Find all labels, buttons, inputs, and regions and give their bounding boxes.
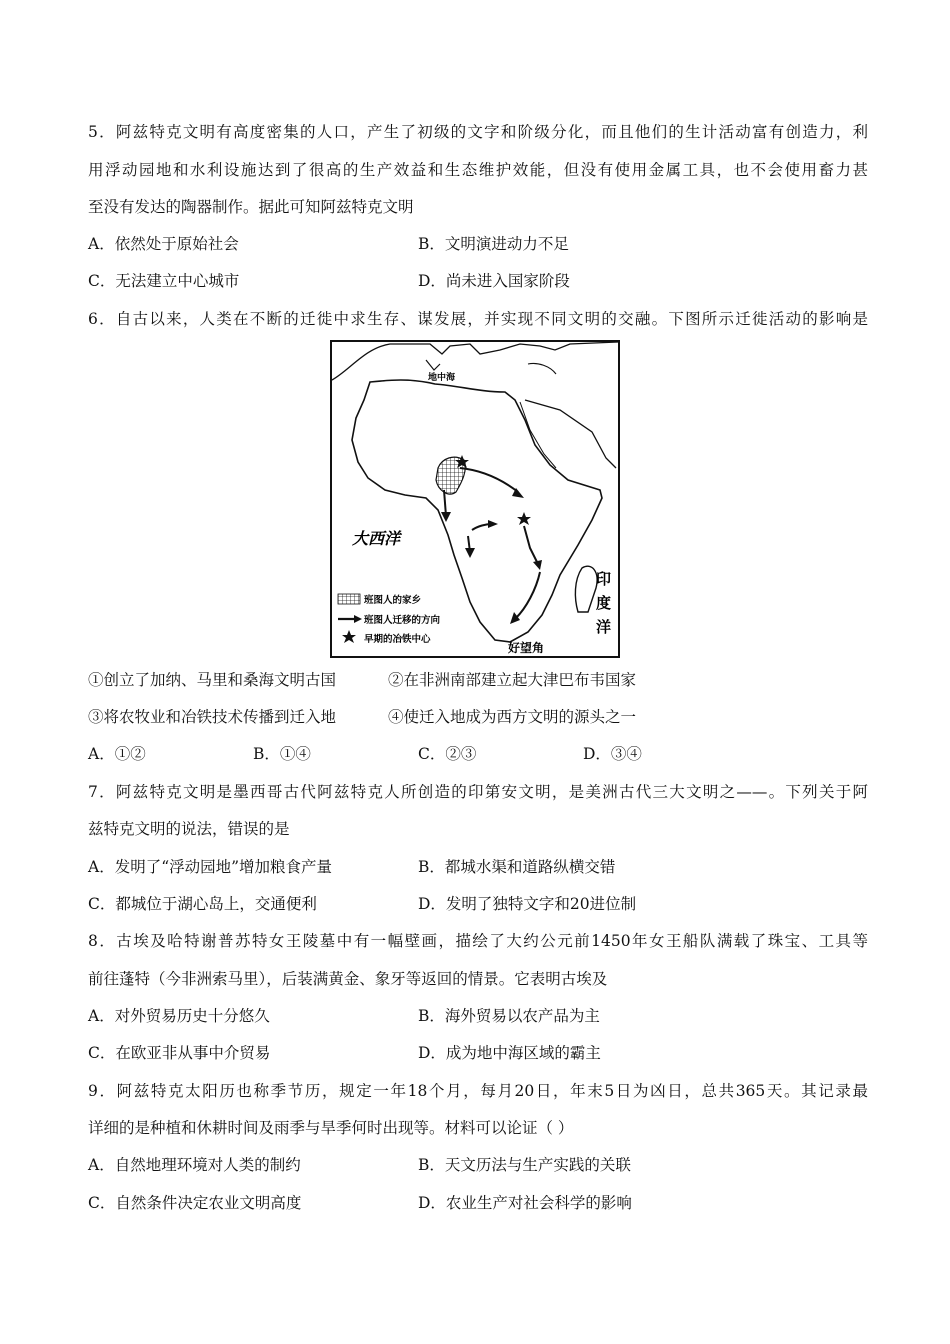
map-label-indian-3: 洋 — [596, 618, 612, 636]
map-label-mediterranean: 地中海 — [428, 373, 456, 383]
q5-stem-line-1: 5．阿兹特克文明有高度密集的人口，产生了初级的文字和阶级分化，而且他们的生计活动富有创造力，利 — [88, 123, 868, 141]
q5-option-c[interactable]: C．无法建立中心城市 — [88, 272, 240, 290]
q5-option-b[interactable]: B．文明演进动力不足 — [418, 235, 569, 253]
q6-option-d[interactable]: D．③④ — [583, 745, 642, 763]
q6-option-a[interactable]: A．①② — [88, 745, 146, 763]
q9-stem-line-2: 详细的是种植和休耕时间及雨季与旱季何时出现等。材料可以论证（ ） — [88, 1119, 574, 1137]
q7-option-b[interactable]: B．都城水渠和道路纵横交错 — [418, 858, 616, 876]
q9-option-a[interactable]: A．自然地理环境对人类的制约 — [88, 1156, 301, 1174]
q5-option-d[interactable]: D．尚未进入国家阶段 — [418, 272, 570, 290]
map-label-indian-1: 印 — [596, 570, 612, 588]
q7-option-c[interactable]: C．都城位于湖心岛上，交通便利 — [88, 895, 317, 913]
q9-option-d[interactable]: D．农业生产对社会科学的影响 — [418, 1194, 632, 1212]
q6-statement-2: ②在非洲南部建立起大津巴布韦国家 — [388, 671, 637, 689]
legend-homeland: 班图人的家乡 — [364, 595, 422, 606]
legend-migration-direction: 班图人迁移的方向 — [364, 615, 441, 626]
q8-option-c[interactable]: C．在欧亚非从事中介贸易 — [88, 1044, 271, 1062]
q8-option-a[interactable]: A．对外贸易历史十分悠久 — [88, 1007, 270, 1025]
q9-stem-line-1: 9．阿兹特克太阳历也称季节历，规定一年18个月，每月20日，年末5日为凶日，总共365天。其记录最 — [88, 1082, 868, 1100]
q8-option-b[interactable]: B．海外贸易以农产品为主 — [418, 1007, 600, 1025]
q8-stem-line-1: 8．古埃及哈特谢普苏特女王陵墓中有一幅壁画，描绘了大约公元前1450年女王船队满载了珠宝、工具等 — [88, 932, 868, 950]
q7-option-d[interactable]: D．发明了独特文字和20进位制 — [418, 895, 637, 913]
q9-option-c[interactable]: C．自然条件决定农业文明高度 — [88, 1194, 302, 1212]
q5-stem-line-2: 用浮动园地和水利设施达到了很高的生产效益和生态维护效能，但没有使用金属工具，也不会使用畜力甚 — [88, 161, 868, 179]
map-label-indian-2: 度 — [596, 594, 612, 612]
q6-statement-1: ①创立了加纳、马里和桑海文明古国 — [88, 671, 337, 689]
q7-option-a[interactable]: A．发明了“浮动园地”增加粮食产量 — [88, 858, 333, 876]
bantu-migration-map — [330, 340, 620, 658]
map-label-atlantic: 大西洋 — [352, 529, 401, 548]
q8-option-d[interactable]: D．成为地中海区域的霸主 — [418, 1044, 601, 1062]
map-label-cape: 好望角 — [508, 641, 545, 655]
q5-stem-line-3: 至没有发达的陶器制作。据此可知阿兹特克文明 — [88, 198, 414, 216]
q6-option-c[interactable]: C．②③ — [418, 745, 477, 763]
q7-stem-line-1: 7．阿兹特克文明是墨西哥古代阿兹特克人所创造的印第安文明，是美洲古代三大文明之——。下列关于阿 — [88, 783, 868, 801]
legend-iron-center: 早期的冶铁中心 — [364, 634, 431, 645]
q9-option-b[interactable]: B．天文历法与生产实践的关联 — [418, 1156, 631, 1174]
q8-stem-line-2: 前往蓬特（今非洲索马里），后装满黄金、象牙等返回的情景。它表明古埃及 — [88, 970, 608, 988]
q6-statement-3: ③将农牧业和冶铁技术传播到迁入地 — [88, 708, 337, 726]
q5-option-a[interactable]: A．依然处于原始社会 — [88, 235, 239, 253]
q6-statement-4: ④使迁入地成为西方文明的源头之一 — [388, 708, 637, 726]
q6-stem: 6．自古以来，人类在不断的迁徙中求生存、谋发展，并实现不同文明的交融。下图所示迁徙活动的影响是 — [88, 310, 868, 328]
q7-stem-line-2: 兹特克文明的说法，错误的是 — [88, 820, 290, 838]
q6-option-b[interactable]: B．①④ — [253, 745, 311, 763]
